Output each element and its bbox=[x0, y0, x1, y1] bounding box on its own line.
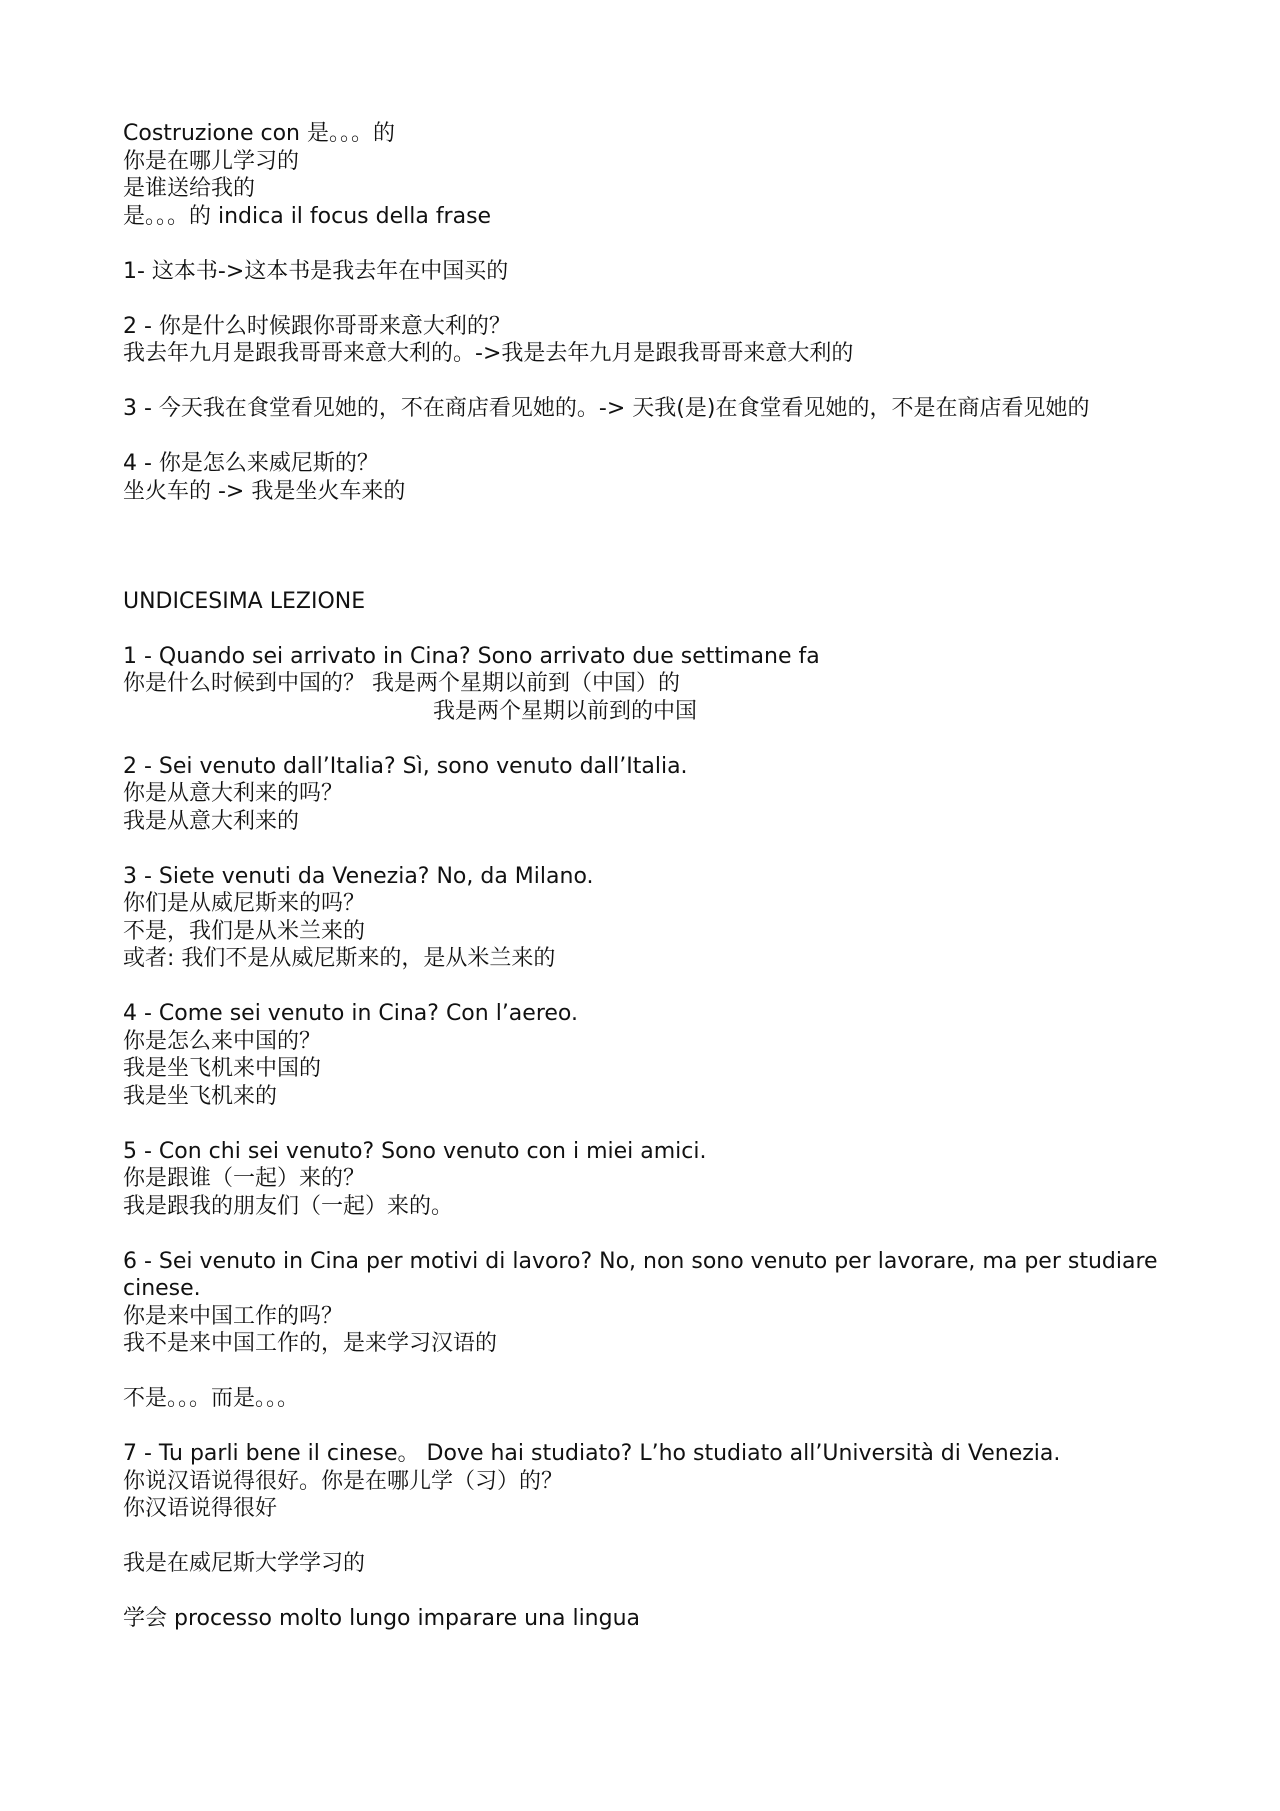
example-line: 是。。。的 indica il focus della frase bbox=[123, 203, 492, 229]
answer-line: 你是什么时候到中国的？ 我是两个星期以前到（中国）的 bbox=[123, 671, 680, 696]
question-line: 7 - Tu parli bene il cinese。 Dove hai studiato? L’ho studiato all’Università di Venezia. bbox=[123, 1441, 1061, 1466]
answer-line: 你是怎么来中国的？ bbox=[123, 1028, 322, 1054]
closing-note: 学会 processo molto lungo imparare una lingua bbox=[123, 1606, 641, 1631]
lesson-heading: UNDICESIMA LEZIONE bbox=[123, 588, 366, 614]
note-line: 不是。。。而是。。。 bbox=[123, 1386, 300, 1411]
answer-line: 我是从意大利来的 bbox=[123, 808, 300, 834]
exercise-line: 2 - 你是什么时候跟你哥哥来意大利的？ bbox=[123, 313, 511, 339]
section-title: Costruzione con 是。。。的 bbox=[123, 121, 395, 146]
document-body bbox=[123, 120, 1163, 1633]
answer-line: 不是，我们是从米兰来的 bbox=[123, 918, 366, 944]
answer-line: 我是在威尼斯大学学习的 bbox=[123, 1551, 366, 1576]
question-line: 5 - Con chi sei venuto? Sono venuto con i miei amici. bbox=[123, 1138, 707, 1164]
question-line: 6 - Sei venuto in Cina per motivi di lavoro? No, non sono venuto per lavorare, ma per studiare cinese. bbox=[123, 1248, 1165, 1301]
answer-line: 你汉语说得很好 bbox=[123, 1496, 278, 1521]
exercise-line: 3 - 今天我在食堂看见她的，不在商店看见她的。-> 天我(是)在食堂看见她的，不是在商店看见她的 bbox=[123, 396, 1090, 421]
answer-line: 我是跟我的朋友们（一起）来的。 bbox=[123, 1193, 454, 1219]
answer-line: 我是坐飞机来的 bbox=[123, 1083, 278, 1109]
answer-line: 你们是从威尼斯来的吗？ bbox=[123, 891, 366, 916]
answer-line: 你是从意大利来的吗？ bbox=[123, 781, 344, 806]
answer-line: 你是跟谁（一起）来的？ bbox=[123, 1166, 366, 1191]
exercise-line: 坐火车的 -> 我是坐火车来的 bbox=[123, 478, 406, 504]
question-line: 3 - Siete venuti da Venezia? No, da Milano. bbox=[123, 863, 594, 889]
answer-line: 你说汉语说得很好。你是在哪儿学（习）的？ bbox=[123, 1468, 564, 1494]
example-line: 你是在哪儿学习的 bbox=[123, 148, 300, 174]
question-line: 1 - Quando sei arrivato in Cina? Sono arrivato due settimane fa bbox=[123, 643, 820, 669]
answer-line: 我不是来中国工作的，是来学习汉语的 bbox=[123, 1331, 498, 1356]
exercise-line: 1- 这本书->这本书是我去年在中国买的 bbox=[123, 258, 509, 284]
answer-line: 我是两个星期以前到的中国 bbox=[433, 698, 698, 724]
example-line: 是谁送给我的 bbox=[123, 176, 256, 201]
answer-line: 我是坐飞机来中国的 bbox=[123, 1056, 322, 1081]
answer-line: 或者: 我们不是从威尼斯来的，是从米兰来的 bbox=[123, 946, 556, 971]
answer-line: 你是来中国工作的吗？ bbox=[123, 1303, 344, 1329]
question-line: 4 - Come sei venuto in Cina? Con l’aereo. bbox=[123, 1001, 578, 1026]
exercise-line: 我去年九月是跟我哥哥来意大利的。->我是去年九月是跟我哥哥来意大利的 bbox=[123, 341, 854, 366]
question-line: 2 - Sei venuto dall’Italia? Sì, sono venuto dall’Italia. bbox=[123, 753, 688, 779]
exercise-line: 4 - 你是怎么来威尼斯的？ bbox=[123, 451, 379, 476]
